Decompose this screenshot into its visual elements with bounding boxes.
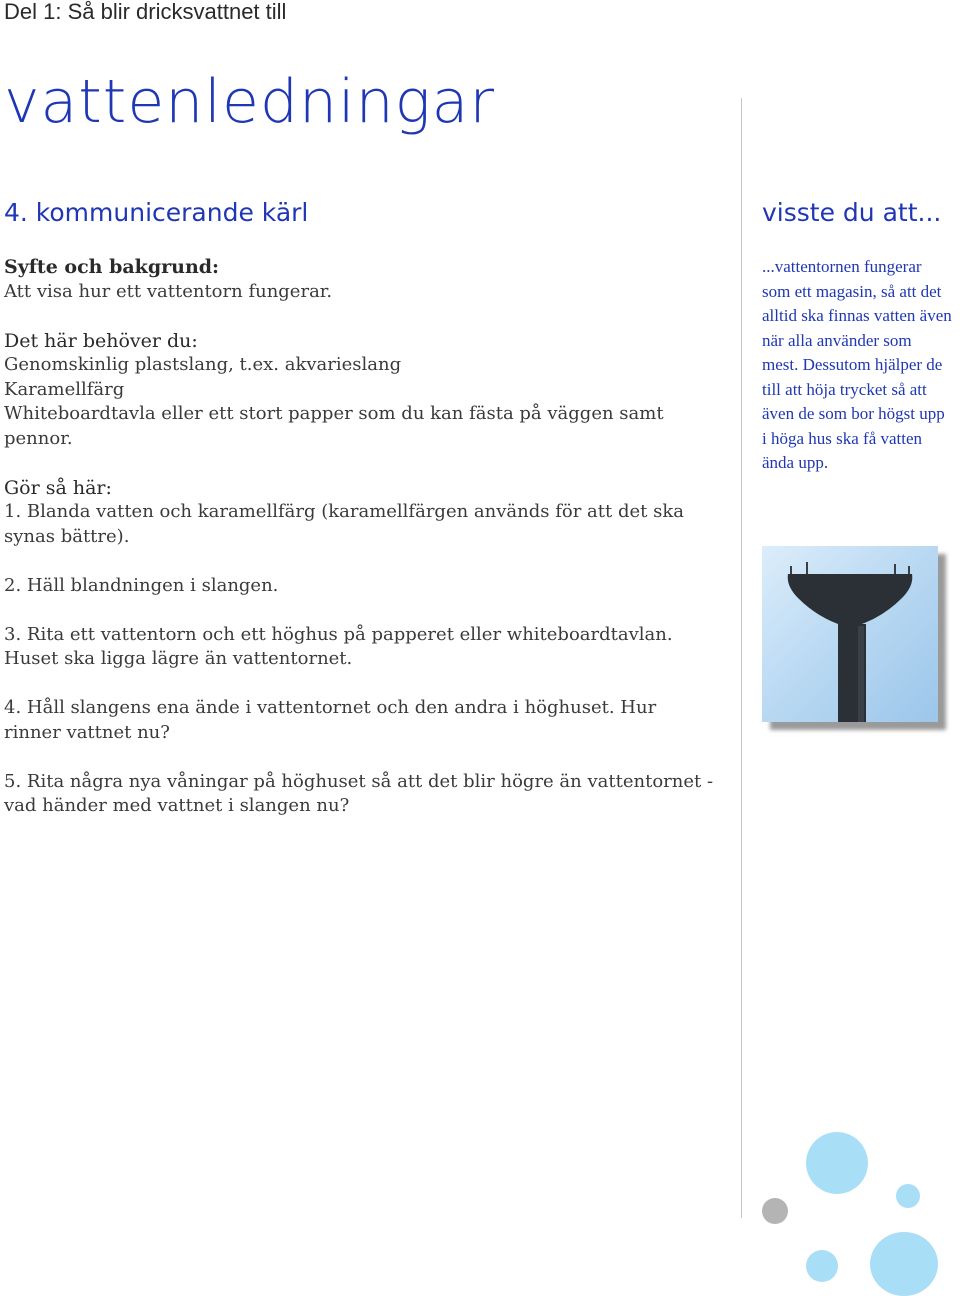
decorative-bubble [762, 1198, 788, 1224]
water-tower-image [762, 546, 938, 722]
column-divider [741, 98, 742, 1218]
step-1: 1. Blanda vatten och karamellfärg (karamellfärgen används för att det ska synas bättre). [4, 501, 684, 547]
material-item: Whiteboardtavla eller ett stort papper som du kan fästa på väggen samt pennor. [4, 403, 664, 449]
decorative-bubble [806, 1250, 838, 1282]
page-header: Del 1: Så blir dricksvattnet till [4, 0, 287, 24]
section-title: 4. kommunicerande kärl [4, 198, 309, 227]
steps-heading: Gör så här: [4, 476, 112, 499]
step-3: 3. Rita ett vattentorn och ett höghus på papperet eller whiteboardtavlan. Huset ska ligga lägre än vattentornet. [4, 623, 673, 669]
syfte-heading: Syfte och bakgrund: [4, 256, 220, 278]
page-title: vattenledningar [4, 67, 496, 137]
step-4: 4. Håll slangens ena ände i vattentornet och den andra i höghuset. Hur rinner vattnet nu? [4, 697, 657, 743]
decorative-bubble [806, 1132, 868, 1194]
instructions [4, 255, 714, 819]
decorative-bubble [896, 1184, 920, 1208]
sidebar-text: ...vattentornen fungerar som ett magasin, så att det alltid ska finnas vatten även när alla använder som mest. Dessutom hjälper de till att höja trycket så att även de som bor högst upp i höga hus ska få vatten ända upp. [762, 257, 952, 472]
step-2: 2. Häll blandningen i slangen. [4, 574, 279, 596]
material-item: Karamellfärg [4, 378, 125, 400]
syfte-text: Att visa hur ett vattentorn fungerar. [4, 280, 333, 302]
water-tower-photo [762, 546, 938, 722]
decorative-bubble [870, 1232, 938, 1296]
sidebar-title: visste du att... [762, 198, 942, 227]
material-item: Genomskinlig plastslang, t.ex. akvarieslang [4, 354, 402, 375]
step-5: 5. Rita några nya våningar på höghuset så att det blir högre än vattentornet - vad händer med vattnet i slangen nu? [4, 770, 714, 816]
material-heading: Det här behöver du: [4, 329, 198, 352]
